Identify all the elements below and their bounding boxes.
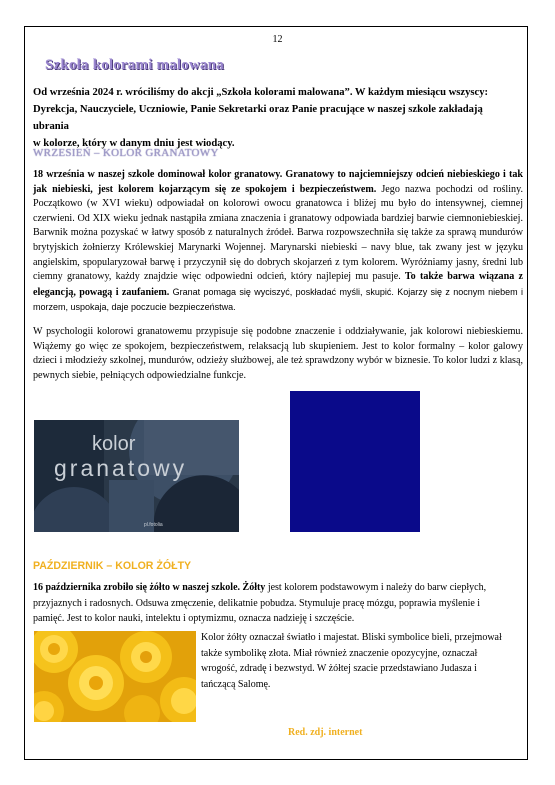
psychology-paragraph: W psychologii kolorowi granatowemu przypisuje się podobne znaczenie i oddziaływanie, jak kolorowi niebieskiemu. Wiążemy go więc ze spokojem, bezpieczeństwem, relaksacją lub skupieniem. Jest to kolor formalny – kolor galowy dzieci i młodzieży szkolnej, mundurów, odzieży służbowej, ale też sprawdzony wybór w biznesie. To kolor ludzi z klasą, pewnych siebie, pełniących odpowiedzialne funkcje.: [33, 326, 523, 381]
intro-line: Od września 2024 r. wróciliśmy do akcji „Szkoła kolorami malowana”. W każdym miesiącu wszyscy:: [33, 87, 489, 98]
graphic-word-granatowy: granatowy: [54, 455, 188, 481]
yellow-roses-image: [34, 631, 196, 722]
september-bold-lead: 18 września w naszej szkole dominował kolor granatowy. Granatowy to najciemniejszy odcień niebieskiego i tak jak niebieski, jest kolorem kojarzącym się ze spokojem i bezpieczeństwem.: [33, 169, 523, 195]
october-heading: PAŹDZIERNIK – KOLOR ŻÓŁTY: [33, 560, 192, 572]
page-number: 12: [272, 34, 283, 45]
intro-line: w kolorze, który w danym dniu jest wiodący.: [33, 138, 235, 149]
september-text-calm: Granat pomaga się wyciszyć, poskładać myśli, skupić. Kojarzy się z nocnym niebem i morzem, uspokaja, daje poczucie bezpieczeństwa.: [33, 286, 523, 313]
navy-graphic-svg: [34, 420, 239, 532]
october-paragraph: [33, 580, 503, 627]
intro-paragraph: [33, 84, 521, 152]
october-text: jest kolorem podstawowym i należy do barw ciepłych, przyjaznych i radosnych. Odsuwa zmęczenie, delikatnie pobudza. Stymuluje pracę mózgu, poprawia myślenie i pamięć. Jest to kolor nauki, intelektu i optymizmu, oznacza nadzieję i szczęście.: [33, 582, 487, 624]
october-paragraph-2: Kolor żółty oznaczał światło i majestat. Bliski symbolice bieli, przejmował także symbolikę złota. Miał również znaczenie opozycyjne, oznaczał wrogość, zdradę i bezwstyd. W żółtej szacie przedstawiano Judasza i tańczącą Salomę.: [201, 632, 502, 690]
october-bold-lead: 16 października zrobiło się żółto w naszej szkole.: [33, 582, 241, 593]
september-heading: WRZESIEŃ – KOLOR GRANATOWY: [33, 147, 219, 159]
navy-swatch-image: [290, 391, 420, 532]
photo-credit: Red. zdj. internet: [288, 727, 363, 738]
october-bold-yellow: Żółty: [240, 582, 266, 593]
september-text: Jego nazwa pochodzi od rośliny. Początkowo (w XVI wieku) odpowiadał on kolorowi owocu granatowca i bliżej mu było do intensywnej, ciemnej czerwieni. Od XIX wieku jednak nastąpiła zmiana znaczenia i granatowy odpowiada bardziej barwie ciemnoniebieskiej. Barwnik można pozyskać w łatwy sposób z naturalnych źródeł. Barwa rozpowszechniła się także za sprawą mundurów brytyjskich żołnierzy Królewskiej Marynarki Wojennej. Marynarski niebieski – navy blue, tak zwany jest w języku angielskim, spopularyzował barwę i przyczynił się do dobrych skojarzeń z tym kolorem. Wyróżniamy jasny, średni lub ciemny granatowy, każdy znajdzie więc odpowiedni odcień, który najlepiej mu pasuje.: [33, 183, 523, 283]
page-title: Szkoła kolorami malowana: [45, 57, 224, 73]
september-bold-elegance: To także barwa wiązana z elegancją, powagą i zaufaniem.: [33, 271, 523, 298]
graphic-word-kolor: kolor: [92, 433, 136, 455]
graphic-caption: pl.fotolia: [144, 522, 163, 528]
september-paragraph: [33, 168, 523, 316]
intro-line: Dyrekcja, Nauczyciele, Uczniowie, Panie Sekretarki oraz Panie pracujące w naszej szkole zakładają ubrania: [33, 104, 483, 132]
navy-graphic-image: [34, 420, 239, 532]
yellow-roses-svg: [34, 631, 196, 722]
